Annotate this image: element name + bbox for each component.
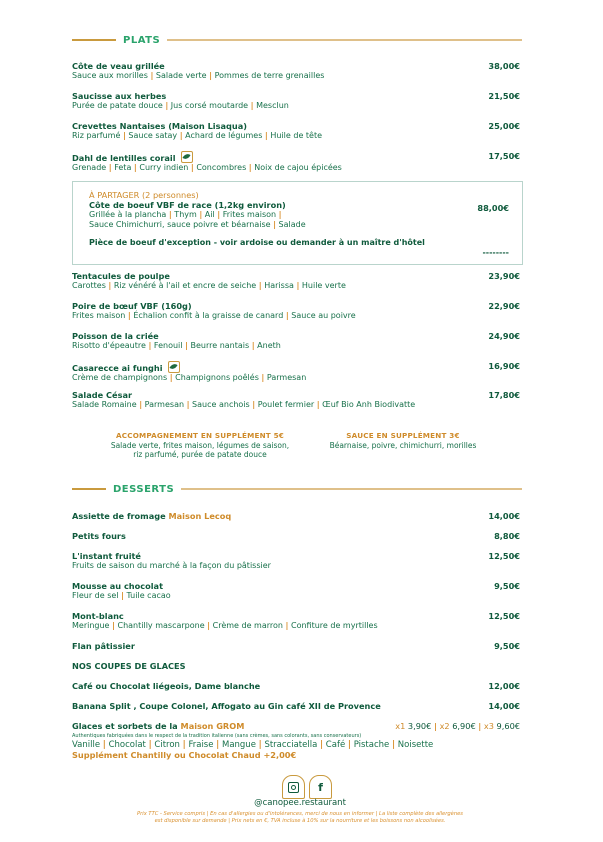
separator: | xyxy=(182,740,186,750)
separator: | xyxy=(278,210,282,219)
dish-price: 14,00€ xyxy=(488,701,520,711)
separator: | xyxy=(296,281,300,290)
separator: | xyxy=(248,163,252,172)
supplier-name: Maison GROM xyxy=(180,721,245,731)
dish-price: 9,50€ xyxy=(494,581,520,591)
dish-price: 38,00€ xyxy=(488,61,520,71)
dish-price: x1 3,90€ | x2 6,90€ | x3 9,60€ xyxy=(395,721,520,731)
dish-description: Meringue | Chantilly mascarpone | Crème de marron | Confiture de myrtilles xyxy=(72,621,378,630)
dish-name: Côte de veau grillée xyxy=(72,61,165,71)
exception-price: -------- xyxy=(482,248,509,257)
separator: | xyxy=(169,373,173,382)
vegetarian-leaf-icon xyxy=(181,151,193,163)
menu-item xyxy=(72,151,520,173)
separator: | xyxy=(168,210,172,219)
supplement-title: ACCOMPAGNEMENT EN SUPPLÉMENT 5€ xyxy=(115,431,284,440)
dish-name: Côte de boeuf VBF de race (1,2kg environ) xyxy=(89,200,286,210)
dish-name: Casarecce ai funghi xyxy=(72,361,520,373)
separator: | xyxy=(108,281,112,290)
dish-price: 16,90€ xyxy=(488,361,520,371)
menu-item xyxy=(72,511,520,521)
separator: | xyxy=(285,621,289,630)
dish-price: 12,00€ xyxy=(488,681,520,691)
dish-name: Poire de bœuf VBF (160g) xyxy=(72,301,192,311)
separator: | xyxy=(148,341,152,350)
dish-name: Mont-blanc xyxy=(72,611,124,621)
dish-description: Purée de patate douce | Jus corsé moutarde | Mesclun xyxy=(72,101,289,110)
menu-item xyxy=(72,271,520,291)
divider xyxy=(167,39,522,41)
separator: | xyxy=(190,163,194,172)
separator: | xyxy=(133,163,137,172)
dish-name: Poisson de la criée xyxy=(72,331,159,341)
dish-name: Salade César xyxy=(72,390,133,400)
dish-description: Sauce Chimichurri, sauce poivre et béarnaise | Salade xyxy=(89,220,306,229)
section-header-desserts xyxy=(72,482,522,496)
supplement-sauce xyxy=(318,431,488,450)
menu-item xyxy=(72,61,520,81)
menu-item xyxy=(72,641,520,651)
dish-description: Riz parfumé | Sauce satay | Achard de légumes | Huile de tête xyxy=(72,131,323,140)
glaces-note: Authentiques fabriquées dans le respect de la tradition italienne (sans crèmes, sans colorants, sans conservateurs) xyxy=(72,733,362,739)
instagram-button[interactable] xyxy=(282,775,305,799)
separator: | xyxy=(185,341,188,350)
dish-description: Frites maison | Échalion confit à la graisse de canard | Sauce au poivre xyxy=(72,311,356,320)
social-handle[interactable]: @canopee.restaurant xyxy=(254,798,346,808)
separator: | xyxy=(121,591,124,600)
dish-name: Crevettes Nantaises (Maison Lisaqua) xyxy=(72,121,247,131)
instagram-icon xyxy=(288,782,299,793)
supplement-title: SAUCE EN SUPPLÉMENT 3€ xyxy=(346,431,460,440)
separator: | xyxy=(251,341,255,350)
separator: | xyxy=(179,131,183,140)
menu-item xyxy=(72,91,520,111)
menu-item xyxy=(72,531,520,541)
exception-note: Pièce de boeuf d'exception - voir ardoise ou demander à un maître d'hôtel xyxy=(89,238,425,247)
separator: | xyxy=(252,400,256,409)
dish-description: Fleur de sel | Tuile cacao xyxy=(72,591,171,600)
dish-description: Fruits de saison du marché à la façon du pâtissier xyxy=(72,561,271,570)
dish-price: 12,50€ xyxy=(488,551,520,561)
dish-price: 12,50€ xyxy=(488,611,520,621)
dish-name: Mousse au chocolat xyxy=(72,581,163,591)
dish-description: Grenade | Feta | Curry indien | Concombres | Noix de cajou épicées xyxy=(72,163,342,172)
separator: | xyxy=(347,740,351,750)
divider xyxy=(72,39,116,41)
separator: | xyxy=(150,71,154,80)
menu-item xyxy=(72,551,520,571)
dish-name: Glaces et sorbets de la xyxy=(72,721,178,731)
menu-item xyxy=(72,361,520,383)
supplement-text: Béarnaise, poivre, chimichurri, morilles xyxy=(329,440,477,450)
dish-name: Petits fours xyxy=(72,531,126,541)
separator: | xyxy=(102,740,106,750)
subsection-title: NOS COUPES DE GLACES xyxy=(72,661,186,671)
dish-price: 17,80€ xyxy=(488,390,520,400)
section-title: PLATS xyxy=(123,34,161,46)
menu-item xyxy=(72,701,520,711)
menu-item xyxy=(72,331,520,351)
section-title: DESSERTS xyxy=(113,483,175,495)
facebook-button[interactable] xyxy=(309,775,332,799)
dish-name: Banana Split , Coupe Colonel, Affogato au Gin café XII de Provence xyxy=(72,701,381,711)
dish-price: 8,80€ xyxy=(494,531,520,541)
separator: | xyxy=(112,621,115,630)
supplement-text: riz parfumé, purée de patate douce xyxy=(133,450,267,459)
dish-name: L'instant fruité xyxy=(72,551,141,561)
legal-notice: Prix TTC - Service compris | En cas d'allergies ou d'intolérances, merci de nous en informer | La liste complète des allergènes xyxy=(137,811,463,817)
menu-item xyxy=(72,390,520,410)
sharing-label: À PARTAGER (2 personnes) xyxy=(89,190,199,200)
separator: | xyxy=(209,71,213,80)
dish-name: Dahl de lentilles corail xyxy=(72,151,520,163)
menu-item xyxy=(72,681,520,691)
divider xyxy=(72,488,106,490)
separator: | xyxy=(285,311,289,320)
dish-description: Carottes | Riz vénéré à l'ail et encre de seiche | Harissa | Huile verte xyxy=(72,281,346,290)
dish-name: Saucisse aux herbes xyxy=(72,91,167,101)
sharing-box xyxy=(72,181,523,265)
dish-name: Café ou Chocolat liégeois, Dame blanche xyxy=(72,681,261,691)
dish-price: 9,50€ xyxy=(494,641,520,651)
separator: | xyxy=(264,131,268,140)
separator: | xyxy=(320,740,324,750)
separator: | xyxy=(216,740,220,750)
separator: | xyxy=(108,163,112,172)
glaces-supplement: Supplément Chantilly ou Chocolat Chaud +2,00€ xyxy=(72,750,297,760)
divider xyxy=(181,488,522,490)
dish-price: 22,90€ xyxy=(488,301,520,311)
separator: | xyxy=(127,311,131,320)
separator: | xyxy=(207,621,211,630)
menu-item-glaces xyxy=(72,721,520,760)
separator: | xyxy=(258,740,262,750)
supplier-name: Maison Lecoq xyxy=(168,511,232,521)
facebook-icon: f xyxy=(318,780,323,794)
separator: | xyxy=(165,101,169,110)
dish-price: 14,00€ xyxy=(488,511,520,521)
dish-price: 23,90€ xyxy=(488,271,520,281)
dish-name: Flan pâtissier xyxy=(72,641,135,651)
dish-description: Salade Romaine | Parmesan | Sauce anchois | Poulet fermier | Œuf Bio Anh Biodivatte xyxy=(72,400,416,409)
dish-description: Sauce aux morilles | Salade verte | Pommes de terre grenailles xyxy=(72,71,325,80)
section-header-plats xyxy=(72,33,522,47)
dish-price: 25,00€ xyxy=(488,121,520,131)
separator: | xyxy=(148,740,152,750)
menu-item xyxy=(72,121,520,141)
separator: | xyxy=(261,373,265,382)
dish-description: Crème de champignons | Champignons poêlés | Parmesan xyxy=(72,373,307,382)
menu-item xyxy=(72,611,520,631)
supplement-sides xyxy=(100,431,300,460)
separator: | xyxy=(199,210,203,219)
vegetarian-leaf-icon xyxy=(168,361,180,373)
separator: | xyxy=(250,101,254,110)
dish-price: 88,00€ xyxy=(477,203,509,213)
flavors-list: Vanille | Chocolat | Citron | Fraise | Mangue | Stracciatella | Café | Pistache | Noisette xyxy=(72,740,434,750)
dish-name: Assiette de fromage Maison Lecoq xyxy=(72,511,232,521)
separator: | xyxy=(217,210,221,219)
menu-item xyxy=(72,301,520,321)
menu-item xyxy=(72,581,520,601)
supplement-text: Salade verte, frites maison, légumes de saison, xyxy=(110,440,290,450)
dish-name: Tentacules de poulpe xyxy=(72,271,170,281)
dish-price: 17,50€ xyxy=(488,151,520,161)
separator: | xyxy=(391,740,396,750)
dish-price: 24,90€ xyxy=(488,331,520,341)
separator: | xyxy=(139,400,143,409)
dish-description: Grillée à la plancha | Thym | Ail | Frites maison | xyxy=(89,210,282,219)
legal-notice: est disponible sur demande | Prix nets en €, TVA incluse à 10% sur la nourriture et les boissons non alcoolisées. xyxy=(154,818,446,824)
dish-price: 21,50€ xyxy=(488,91,520,101)
separator: | xyxy=(273,220,277,229)
coupes-heading xyxy=(72,661,520,671)
separator: | xyxy=(186,400,190,409)
separator: | xyxy=(122,131,126,140)
dish-description: Risotto d'épeautre | Fenouil | Beurre nantais | Aneth xyxy=(72,341,281,350)
separator: | xyxy=(258,281,262,290)
separator: | xyxy=(316,400,320,409)
